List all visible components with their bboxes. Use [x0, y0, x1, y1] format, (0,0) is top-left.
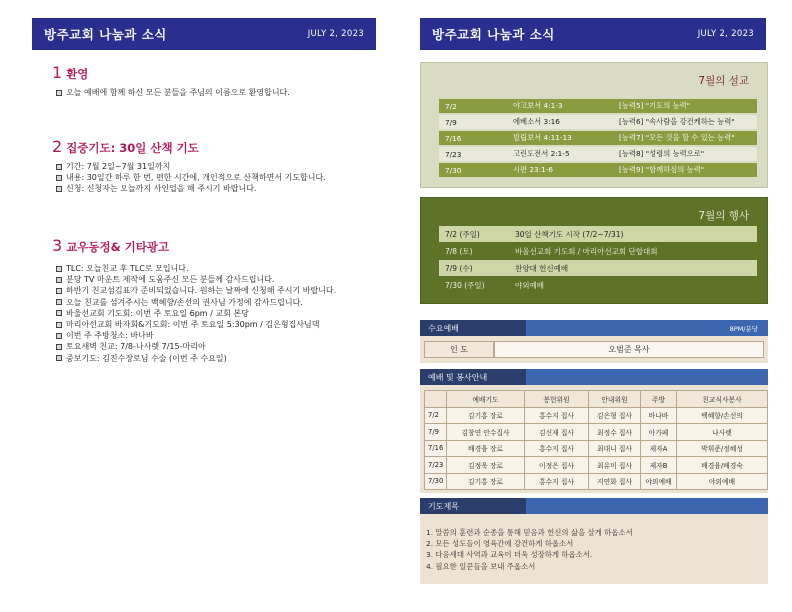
list-item: 토요새벽 친교: 7/8-나사렛 7/15-마리아	[56, 341, 391, 352]
section-news-heading	[52, 236, 169, 255]
list-item: 1. 말씀의 훈련과 순종을 통해 믿음과 헌신의 삶을 살게 하옵소서	[426, 528, 633, 537]
sermon-row: 7/23 고린도전서 2:1-5 [능력8] "성령의 능력으로"	[439, 147, 757, 161]
event-row: 7/2 (주일) 30일 산책기도 시작 (7/2~7/31)	[439, 226, 757, 242]
right-header-date: JULY 2, 2023	[697, 29, 754, 39]
bullet-square-icon	[56, 277, 62, 283]
left-header-date: JULY 2, 2023	[307, 29, 364, 39]
section-prayer-walk-heading	[52, 137, 199, 156]
wednesday-time: 8PM/분당	[526, 320, 768, 336]
wednesday-role: 인 도	[424, 341, 494, 358]
prayer-bar	[420, 498, 768, 514]
sermon-row: 7/30 시편 23:1-6 [능력9] "함께하심의 능력"	[439, 163, 757, 177]
sermon-panel	[420, 62, 768, 188]
bullet-square-icon	[56, 333, 62, 339]
list-item: 바울선교회 기도회: 이번 주 토요일 6pm / 교회 본당	[56, 308, 391, 319]
list-item: 오늘 예배에 함께 하신 모든 분들을 주님의 이름으로 환영합니다.	[56, 87, 391, 98]
section-title: 환영	[66, 67, 89, 81]
bullet-square-icon	[56, 164, 62, 170]
section-title: 집중기도: 30일 산책 기도	[66, 141, 199, 155]
event-row: 7/30 (주일) 야외예배	[439, 277, 757, 293]
service-label: 예배 및 봉사안내	[420, 369, 526, 385]
table-row: 7/23 김정욱 장로 이정은 집사 최유미 집사 제자B 배경융/배경숙	[425, 457, 768, 474]
section-number: 3	[52, 236, 63, 255]
list-item: 내용: 30일간 하루 한 번, 편한 시간에, 개인적으로 산책하면서 기도합니다.	[56, 172, 391, 183]
bullet-square-icon	[56, 90, 62, 96]
wednesday-label: 수요예배	[420, 320, 526, 336]
event-row: 7/8 (토) 바울선교회 기도회 / 마리아선교회 단합대회	[439, 243, 757, 259]
sermon-row: 7/16 빌립보서 4:11-13 [능력7] "모든 것을 할 수 있는 능력"	[439, 131, 757, 145]
service-table	[424, 390, 768, 490]
table-header-row: 예배기도 봉헌위원 안내위원 주방 친교식사봉사	[425, 391, 768, 408]
sermon-row: 7/9 에베소서 3:16 [능력6] "속사람을 강건케하는 능력"	[439, 115, 757, 129]
bullet-square-icon	[56, 266, 62, 272]
prayer-label: 기도제목	[420, 498, 526, 514]
table-row: 7/16 배경융 장로 홍수지 집사 최대니 집사 제자A 박휘준/정혜성	[425, 440, 768, 457]
event-row: 7/9 (수) 찬양대 헌신예배	[439, 260, 757, 276]
bullet-square-icon	[56, 288, 62, 294]
section-number: 2	[52, 137, 63, 156]
section-prayer-walk-list	[56, 161, 391, 195]
right-header	[420, 18, 766, 50]
bullet-square-icon	[56, 355, 62, 361]
section-number: 1	[52, 63, 63, 82]
list-item: 하반기 친교섬김표가 준비되었습니다. 원하는 날짜에 신청해 주시기 바랍니다.	[56, 285, 391, 296]
prayer-bar-fill	[526, 498, 768, 514]
bullet-square-icon	[56, 175, 62, 181]
list-item: 분당 TV 마운트 제작에 도움주신 모든 분들께 감사드립니다.	[56, 274, 391, 285]
table-row: 7/30 김기홍 장로 홍수지 집사 지연화 집사 야외예배 야외예배	[425, 473, 768, 490]
wednesday-bar	[420, 320, 768, 336]
list-item: 이번 주 주방청소: 바나바	[56, 330, 391, 341]
list-item: 오늘 친교를 섬겨주시는 백혜향/손선의 권사님 가정에 감사드립니다.	[56, 297, 391, 308]
list-item: TLC: 오늘친교 후 TLC로 모입니다.	[56, 263, 391, 274]
service-bar	[420, 369, 768, 385]
sermon-row: 7/2 야고보서 4:1-3 [능력5] "기도의 능력"	[439, 99, 757, 113]
service-bar-fill	[526, 369, 768, 385]
section-welcome-heading	[52, 63, 88, 82]
bullet-square-icon	[56, 344, 62, 350]
events-panel-title: 7월의 행사	[698, 210, 749, 222]
bullet-square-icon	[56, 299, 62, 305]
bullet-square-icon	[56, 322, 62, 328]
section-title: 교우동정& 기타광고	[66, 240, 170, 254]
list-item: 3. 다음세대 사역과 교육이 더욱 성장하게 하옵소서.	[426, 550, 593, 560]
table-row: 7/2 김기홍 장로 홍수지 집사 김은형 집사 바나바 백혜향/손선의	[425, 407, 768, 424]
events-panel	[420, 197, 768, 304]
table-row: 7/9 김창연 안수집사 김신재 집사 최정수 집사 아가페 나사렛	[425, 424, 768, 441]
right-header-title: 방주교회 나눔과 소식	[432, 27, 555, 42]
list-item: 마리아선교회 바자회&기도회: 이번 주 토요일 5:30pm / 김은형집사님댁	[56, 319, 391, 330]
list-item: 신청: 신청자는 오늘까지 사인업을 해 주시기 바랍니다.	[56, 183, 391, 194]
list-item: 기간: 7월 2일~7월 31일까지	[56, 161, 391, 172]
sermon-panel-title: 7월의 설교	[698, 75, 749, 87]
section-news-list	[56, 263, 391, 364]
wednesday-leader: 오범준 목사	[494, 341, 764, 358]
list-item: 2. 모든 성도들이 영육간에 강건하게 하옵소서	[426, 539, 574, 549]
left-header	[32, 18, 376, 50]
prayer-list	[426, 527, 633, 572]
section-welcome-list	[56, 87, 391, 98]
left-header-title: 방주교회 나눔과 소식	[44, 27, 167, 42]
list-item: 중보기도: 김진수장로님 수술 (이번 주 수요일)	[56, 353, 391, 364]
bullet-square-icon	[56, 310, 62, 316]
bullet-square-icon	[56, 186, 62, 192]
list-item: 4. 필요한 일꾼들을 보내 주옵소서	[426, 561, 536, 571]
